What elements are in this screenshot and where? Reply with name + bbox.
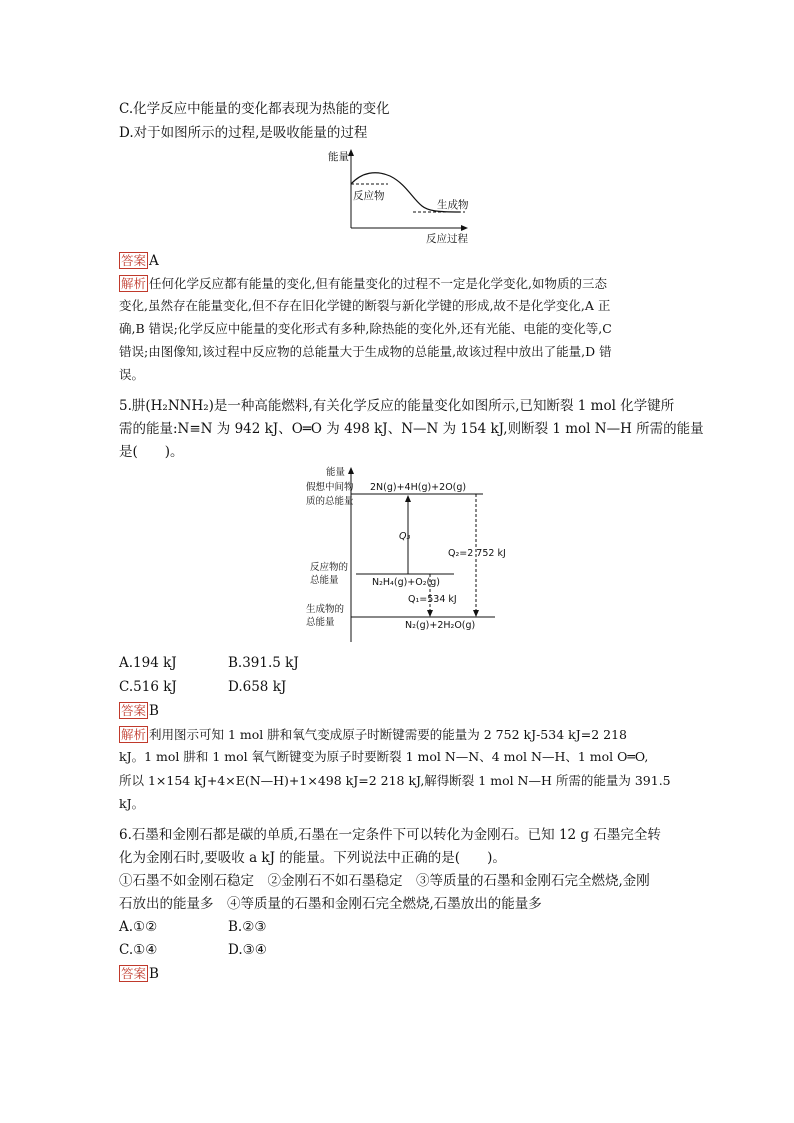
option-b: B.391.5 kJ (228, 655, 299, 671)
explanation-line: 解析 利用图示可知 1 mol 肼和氧气变成原子时断键需要的能量为 2 752 kJ-534 kJ=2 218 (121, 727, 627, 742)
svg-text:总能量: 总能量 (310, 575, 339, 586)
explanation-line: 所以 1×154 kJ+4×E(N—H)+1×498 kJ=2 218 kJ,解得断裂 1 mol N—H 所需的能量为 391.5 (119, 773, 671, 788)
option-b: B.②③ (228, 919, 267, 935)
answer-value: B (149, 703, 159, 719)
explanation-line: kJ。 (119, 796, 145, 811)
explanation-line: kJ。1 mol 肼和 1 mol 氧气断键变为原子时要断裂 1 mol N—N、4 mol N—H、1 mol O═O, (119, 749, 649, 764)
explanation-line: 确,B 错误;化学反应中能量的变化形式有多种,除热能的变化外,还有光能、电能的变化等,C (119, 321, 612, 336)
q1-label: Q₁=534 kJ (408, 594, 457, 605)
option-a: A.①② (119, 919, 158, 935)
reactant-label: 反应物 (353, 190, 385, 202)
reactant-label: 反应物的 (310, 562, 349, 573)
question-5-stem: 5.肼(H₂NNH₂)是一种高能燃料,有关化学反应的能量变化如图所示,已知断裂 1 mol 化学键所 (119, 398, 675, 414)
question-5-stem: 需的能量:N≡N 为 942 kJ、O═O 为 498 kJ、N—N 为 154 kJ,则断裂 1 mol N—H 所需的能量 (119, 421, 704, 437)
answer-tag: 答案 (121, 703, 147, 718)
answer-row (119, 702, 159, 720)
option-c: C.化学反应中能量的变化都表现为热能的变化 (119, 101, 390, 117)
product-label: 生成物 (437, 199, 469, 211)
y-axis-label: 能量 (328, 151, 349, 163)
energy-level-diagram (290, 462, 520, 646)
question-6-stem: 化为金刚石时,要吸收 a kJ 的能量。下列说法中正确的是( )。 (119, 850, 506, 866)
explanation-tag: 解析 (121, 727, 147, 742)
explanation-tag: 解析 (121, 276, 147, 291)
intermediate-label: 假想中间物 (306, 482, 354, 493)
answer-tag: 答案 (121, 253, 147, 268)
answer-tag: 答案 (121, 966, 147, 981)
product-species: N₂(g)+2H₂O(g) (405, 620, 476, 631)
x-axis-label: 反应过程 (426, 233, 468, 245)
answer-value: B (149, 966, 159, 982)
option-d: D.658 kJ (228, 679, 287, 695)
explanation-line: 解析 任何化学反应都有能量的变化,但有能量变化的过程不一定是化学变化,如物质的三态 (121, 276, 607, 291)
answer-row (119, 965, 159, 983)
svg-text:总能量: 总能量 (306, 617, 335, 628)
answer-value: A (149, 253, 159, 269)
q2-label: Q₂=2 752 kJ (448, 548, 506, 559)
option-c: C.①④ (119, 942, 158, 958)
reactant-species: N₂H₄(g)+O₂(g) (372, 577, 440, 588)
question-6-stem: 6.石墨和金刚石都是碳的单质,石墨在一定条件下可以转化为金刚石。已知 12 g 石墨完全转 (119, 827, 661, 843)
option-c: C.516 kJ (119, 679, 177, 695)
statement-line: 石放出的能量多 ④等质量的石墨和金刚石完全燃烧,石墨放出的能量多 (119, 896, 542, 912)
energy-curve-figure (320, 146, 480, 246)
svg-text:质的总能量: 质的总能量 (306, 496, 354, 507)
option-d: D.对于如图所示的过程,是吸收能量的过程 (119, 125, 368, 141)
question-5-stem: 是( )。 (119, 444, 184, 460)
intermediate-species: 2N(g)+4H(g)+2O(g) (370, 482, 467, 493)
y-axis-label: 能量 (326, 467, 346, 478)
q3-label: Q₃ (399, 531, 411, 542)
product-label: 生成物的 (306, 604, 345, 615)
statement-line: ①石墨不如金刚石稳定 ②金刚石不如石墨稳定 ③等质量的石墨和金刚石完全燃烧,金刚 (119, 873, 650, 889)
answer-row (119, 252, 159, 270)
explanation-line: 变化,虽然存在能量变化,但不存在旧化学键的断裂与新化学键的形成,故不是化学变化,A 正 (119, 298, 611, 313)
option-a: A.194 kJ (119, 655, 177, 671)
option-d: D.③④ (228, 942, 267, 958)
explanation-line: 错误;由图像知,该过程中反应物的总能量大于生成物的总能量,故该过程中放出了能量,D 错 (119, 344, 612, 359)
explanation-line: 误。 (119, 367, 145, 382)
